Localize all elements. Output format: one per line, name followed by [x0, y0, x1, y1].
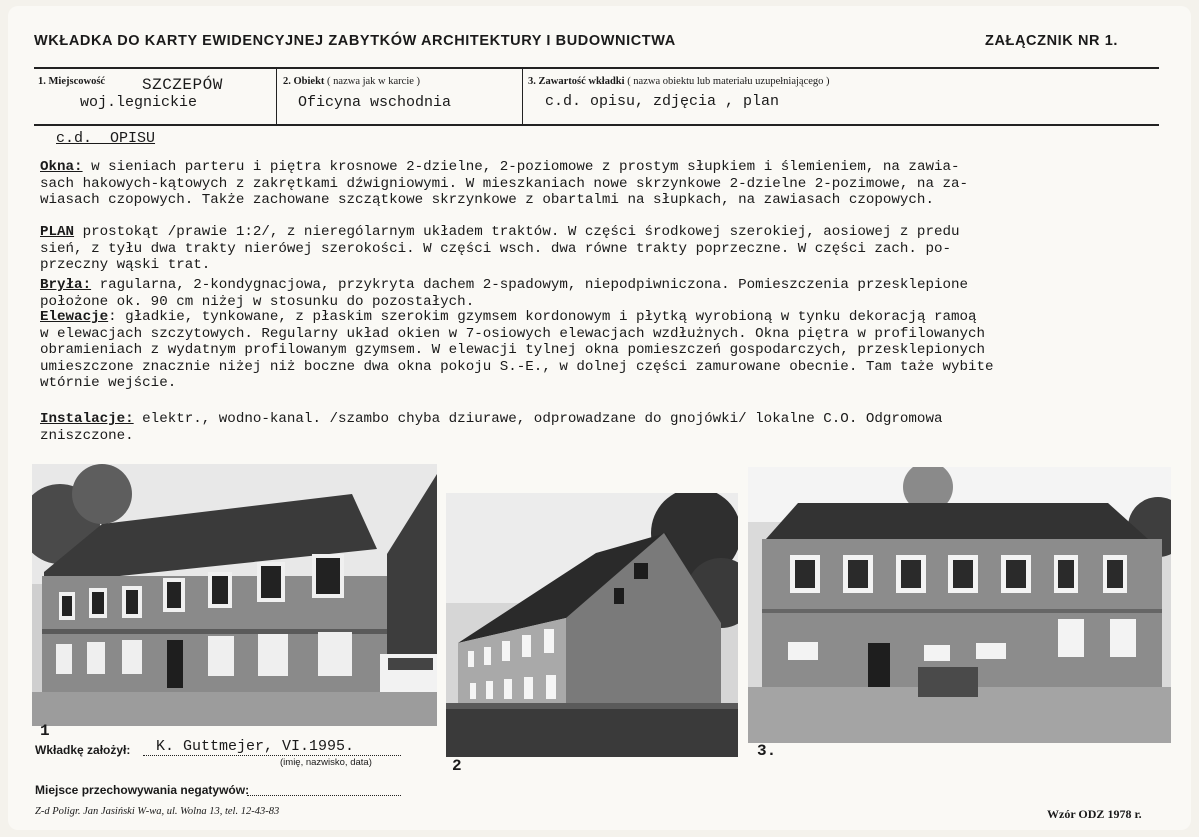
field-object-value: Oficyna wschodnia: [298, 94, 452, 111]
photo-2-number: 2: [452, 757, 462, 775]
made-by-label: Wkładkę założył:: [35, 743, 131, 757]
field-divider-1: [276, 69, 277, 124]
plan-heading: PLAN: [40, 224, 75, 240]
okna-paragraph: Okna: w sieniach parteru i piętra krosnowe 2-dzielne, 2-poziomowe z prostym słupkiem i ślemieniem, na zawia- sach hakowych-kątowych z zakrętkami dźwigniowymi. W mieszkaniach nowe skrzynkowe 2-dzielne 2-pozimowe, na za- wiasach czopowych. Także zachowane szczątkowe skrzynkowe z obartalmi na słupkach, na zawiasach czopowych.: [40, 159, 969, 209]
instalacje-heading: Instalacje:: [40, 411, 134, 427]
field-locality-value: SZCZEPÓW: [142, 76, 223, 94]
elewacje-heading: Elewacje: [40, 309, 109, 325]
negatives-label: Miejsce przechowywania negatywów:: [35, 783, 250, 797]
field-top-rule: [34, 67, 1159, 69]
field-contents-note: ( nazwa obiektu lub materiału uzupełniającego ): [627, 76, 830, 87]
plan-paragraph: PLAN prostokąt /prawie 1:2/, z nierególarnym układem traktów. W części środkowej szerokiej, aosiowej z predu sień, z tyłu dwa trakty nierówej szerokości. W części wsch. dwa równe trakty poprzeczne. W części zach. po- przeczny wąski trat.: [40, 224, 960, 274]
bryla-heading: Bryła:: [40, 277, 92, 293]
field-divider-2: [522, 69, 523, 124]
field-locality-number: 1.: [38, 76, 46, 87]
section-title: c.d. OPISU: [56, 130, 156, 147]
field-contents-value: c.d. opisu, zdjęcia , plan: [545, 93, 780, 110]
printer-info: Z-d Poligr. Jan Jasiński W-wa, ul. Wolna 13, tel. 12-43-83: [35, 806, 280, 817]
photo-1-manor-front: [32, 464, 437, 726]
attachment-number: ZAŁĄCZNIK NR 1.: [985, 33, 1119, 49]
made-by-value: K. Guttmejer, VI.1995.: [156, 738, 355, 755]
made-by-note: (imię, nazwisko, data): [280, 757, 372, 768]
field-contents-label: [528, 76, 830, 87]
field-voivodeship-value: woj.legnickie: [80, 94, 198, 111]
field-object-label-text: Obiekt: [293, 76, 325, 87]
field-object-label: [283, 76, 420, 87]
photo-2-gable-view: [446, 493, 738, 757]
okna-heading: Okna:: [40, 159, 83, 175]
instalacje-paragraph: Instalacje: elektr., wodno-kanal. /szambo chyba dziurawe, odprowadzane do gnojówki/ lokalne C.O. Odgromowa zniszczone.: [40, 411, 943, 444]
field-locality-label-text: Miejscowość: [48, 76, 106, 87]
negatives-dotted-line: [247, 795, 401, 796]
elewacje-paragraph: Elewacje: gładkie, tynkowane, z płaskim szerokim gzymsem kordonowym i płytką wyrobioną w tynku dekoracją ramoą w elewacjach szczytowych. Regularny układ okien w 7-osiowych elewacjach wzdłużnych. Okna piętra w profilowanych obramieniach z wydatnym profilowanym gzymsem. W elewacji tylnej okna pomieszczeń gospodarczych, przesklepionych umieszczone znacznie niżej niż boczne dwa okna pokoju S.-E., w dolnej części zamurowane obecnie. Tam taże wybite wtórnie wejście.: [40, 309, 994, 392]
photo-1-number: 1: [40, 722, 50, 740]
field-object-note: ( nazwa jak w karcie ): [327, 76, 421, 87]
made-by-dotted-line: [143, 755, 401, 756]
field-locality-label: [38, 76, 105, 87]
photo-3-number: 3.: [757, 742, 777, 760]
form-version: Wzór ODZ 1978 r.: [1047, 807, 1142, 821]
photo-3-rear-elevation: [748, 467, 1171, 743]
bryla-paragraph: Bryła: ragularna, 2-kondygnacjowa, przykryta dachem 2-spadowym, niepodpiwniczona. Pomieszczenia przesklepione położone ok. 90 cm niżej w stosunku do pozostałych.: [40, 277, 969, 310]
field-contents-number: 3.: [528, 76, 536, 87]
photo-2-image: [446, 493, 738, 757]
field-bottom-rule: [34, 124, 1159, 126]
photo-1-image: [32, 464, 437, 726]
document-title: WKŁADKA DO KARTY EWIDENCYJNEJ ZABYTKÓW ARCHITEKTURY I BUDOWNICTWA: [34, 33, 676, 49]
field-contents-label-text: Zawartość wkładki: [538, 76, 625, 87]
field-object-number: 2.: [283, 76, 291, 87]
photo-3-image: [748, 467, 1171, 743]
